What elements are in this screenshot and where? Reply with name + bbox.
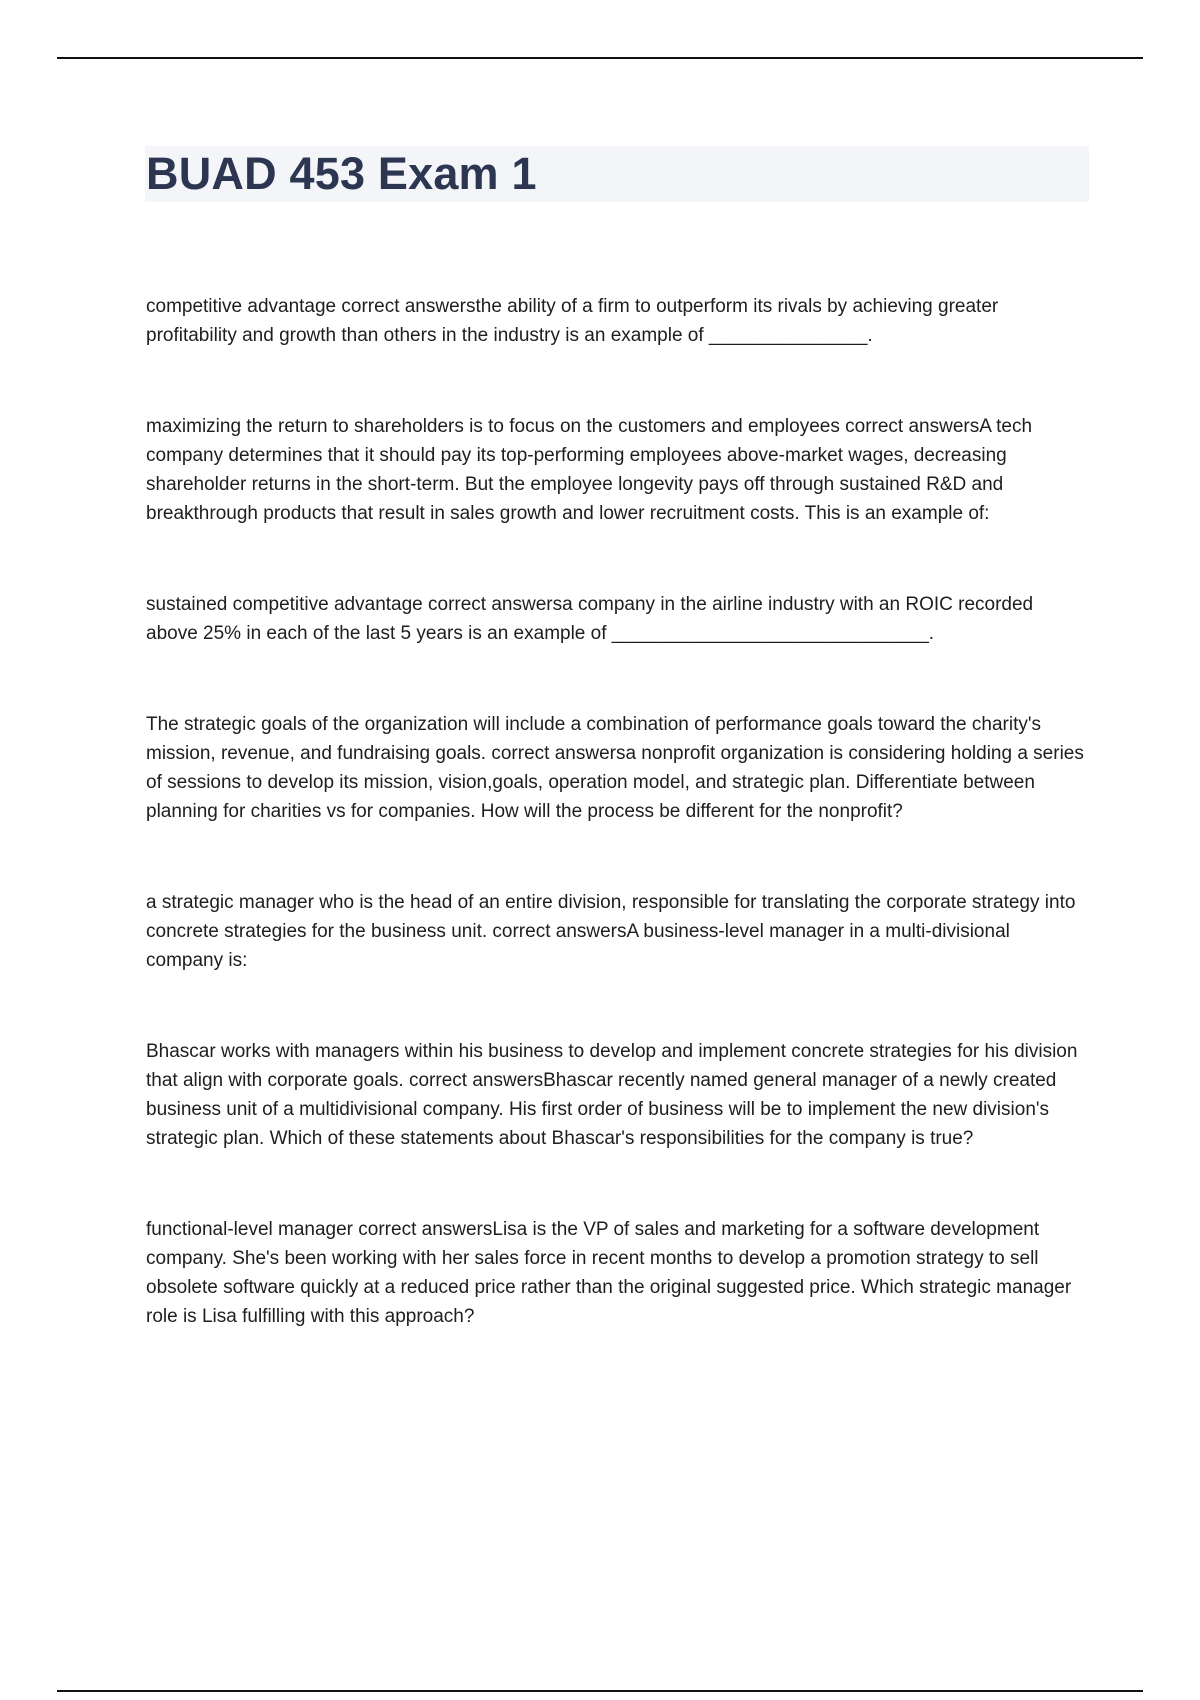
- qa-entry-4: The strategic goals of the organization will include a combination of performance goals toward the charity's mission, revenue, and fundraising goals. correct answersa nonprofit organization is considering holding a series of sessions to develop its mission, vision,goals, operation model, and strategic plan. Differentiate between planning for charities vs for companies. How will the process be different for the nonprofit?: [146, 714, 1084, 822]
- page-title: BUAD 453 Exam 1: [146, 148, 537, 199]
- qa-entry-7: functional-level manager correct answersLisa is the VP of sales and marketing for a software development company. She's been working with her sales force in recent months to develop a promotion strategy to sell obsolete software quickly at a reduced price rather than the original suggested price. Which strategic manager role is Lisa fulfilling with this approach?: [146, 1219, 1072, 1327]
- top-rule: [57, 57, 1143, 59]
- qa-entry-1: competitive advantage correct answersthe ability of a firm to outperform its rivals by achieving greater profitability and growth than others in the industry is an example of _______________.: [146, 296, 999, 346]
- qa-list: [146, 292, 1090, 1393]
- qa-entry-5: a strategic manager who is the head of an entire division, responsible for translating the corporate strategy into concrete strategies for the business unit. correct answersA business-level manager in a multi-divisional company is:: [146, 892, 1076, 971]
- qa-entry-3: sustained competitive advantage correct answersa company in the airline industry with an ROIC recorded above 25% in each of the last 5 years is an example of ______________________________.: [146, 594, 1034, 644]
- qa-entry-6: Bhascar works with managers within his business to develop and implement concrete strategies for his division that align with corporate goals. correct answersBhascar recently named general manager of a newly created business unit of a multidivisional company. His first order of business will be to implement the new division's strategic plan. Which of these statements about Bhascar's responsibilities for the company is true?: [146, 1041, 1078, 1149]
- qa-entry-2: maximizing the return to shareholders is to focus on the customers and employees correct answersA tech company determines that it should pay its top-performing employees above-market wages, decreasing shareholder returns in the short-term. But the employee longevity pays off through sustained R&D and breakthrough products that result in sales growth and lower recruitment costs. This is an example of:: [146, 416, 1033, 524]
- bottom-rule: [57, 1690, 1143, 1692]
